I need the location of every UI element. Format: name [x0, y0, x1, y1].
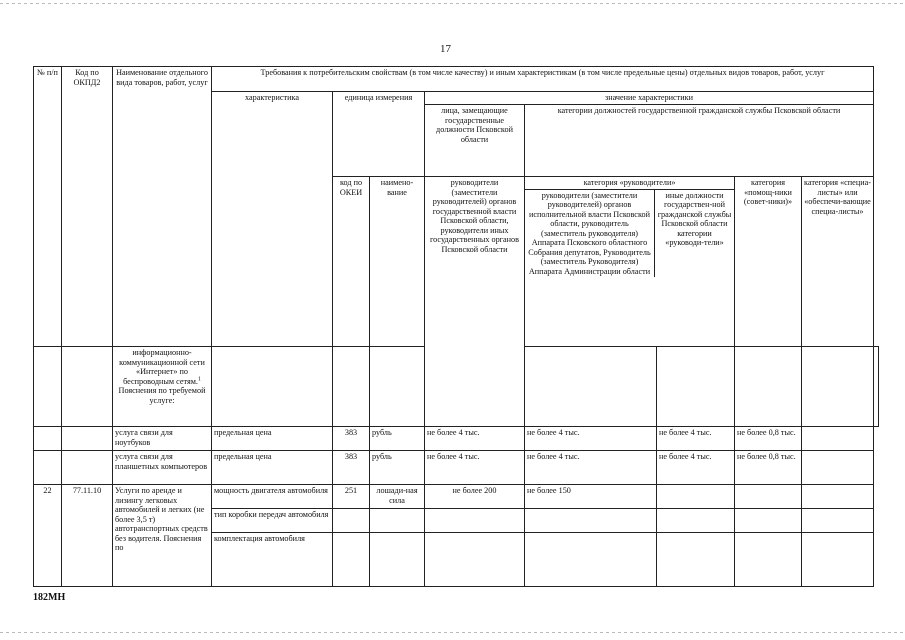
internet-service-name: информационно-коммуникационной сети «Интернет» по беспроводным сетям. — [119, 348, 205, 386]
header-value: значение характеристики — [425, 92, 874, 105]
laptop-value-exec: не более 4 тыс. — [525, 427, 657, 451]
car-code-power: 251 — [333, 485, 370, 509]
header-cat-leaders-exec: руководители (заместители руководителей) органов исполнительной власти Псковской области, руководитель (заместитель руководителя) Аппарата Псковского областного Собрания депутатов, Руководитель (заместитель Руководителя) Аппарата Администрации области — [525, 190, 655, 278]
header-cat-assist: категория «помощ-ники (совет-ники)» — [735, 177, 802, 347]
car-unit-power: лошади-ная сила — [370, 485, 425, 509]
tablet-value-exec: не более 4 тыс. — [525, 451, 657, 485]
header-cat-spec: категория «специа-листы» или «обеспечи-вающие специа-листы» — [802, 177, 874, 347]
header-cat-leaders-group — [525, 177, 735, 347]
car-char-gearbox: тип коробки передач автомобиля — [212, 509, 333, 533]
header-unit-name: наимено-вание — [370, 177, 425, 347]
tablet-value-assist: не более 0,8 тыс. — [735, 451, 802, 485]
requirements-table — [33, 66, 879, 587]
tablet-char: предельная цена — [212, 451, 333, 485]
tablet-code: 383 — [333, 451, 370, 485]
car-value-exec: не более 150 — [525, 485, 657, 509]
header-unit: единица измерения — [333, 92, 425, 177]
tablet-service-name: услуга связи для планшетных компьютеров — [113, 451, 212, 485]
car-char-equipment: комплектация автомобиля — [212, 533, 333, 587]
tablet-unit: рубль — [370, 451, 425, 485]
laptop-unit: рубль — [370, 427, 425, 451]
car-char-power: мощность двигателя автомобиля — [212, 485, 333, 509]
scan-top-edge — [0, 3, 905, 4]
car-service-name: Услуги по аренде и лизингу легковых автомобилей и легких (не более 3,5 т) автотранспортных средств без водителя. Пояснения по — [113, 485, 212, 587]
laptop-service-name: услуга связи для ноутбуков — [113, 427, 212, 451]
header-requirements: Требования к потребительским свойствам (в том числе качеству) и иным характеристикам (в том числе предельные цены) отдельных видов товаров, работ, услуг — [212, 67, 874, 92]
header-characteristic: характеристика — [212, 92, 333, 347]
footer-code: 182МН — [33, 592, 66, 603]
internet-service-note: Пояснения по требуемой услуге: — [118, 386, 206, 405]
page-number: 17 — [440, 43, 451, 55]
header-name: Наименование отдельного вида товаров, работ, услуг — [113, 67, 212, 347]
internet-service-cell — [113, 347, 212, 427]
laptop-value-assist: не более 0,8 тыс. — [735, 427, 802, 451]
header-categories: категории должностей государственной гражданской службы Псковской области — [525, 105, 874, 177]
laptop-value-leaders: не более 4 тыс. — [425, 427, 525, 451]
header-leaders: руководители (заместители руководителей) органов государственной власти Псковской области, руководители иных государственных органов Псковской области — [425, 177, 525, 427]
laptop-value-spec — [802, 427, 874, 451]
laptop-value-other: не более 4 тыс. — [657, 427, 735, 451]
laptop-code: 383 — [333, 427, 370, 451]
car-value-leaders: не более 200 — [425, 485, 525, 509]
header-num: № п/п — [34, 67, 62, 347]
tablet-value-leaders: не более 4 тыс. — [425, 451, 525, 485]
car-row-num: 22 — [34, 485, 62, 587]
tablet-value-other: не более 4 тыс. — [657, 451, 735, 485]
scan-bottom-edge — [0, 632, 905, 633]
footnote-marker: 1 — [197, 375, 201, 382]
header-okpd: Код по ОКПД2 — [62, 67, 113, 347]
header-cat-other: иные должности государствен-ной гражданской службы Псковской области категории «руководи-тели» — [657, 190, 732, 247]
tablet-value-spec — [802, 451, 874, 485]
car-row-okpd: 77.11.10 — [62, 485, 113, 587]
header-persons: лица, замещающие государственные должности Псковской области — [425, 105, 525, 177]
header-cat-leaders: категория «руководители» — [525, 177, 734, 190]
laptop-char: предельная цена — [212, 427, 333, 451]
header-code-okei: код по ОКЕИ — [333, 177, 370, 347]
